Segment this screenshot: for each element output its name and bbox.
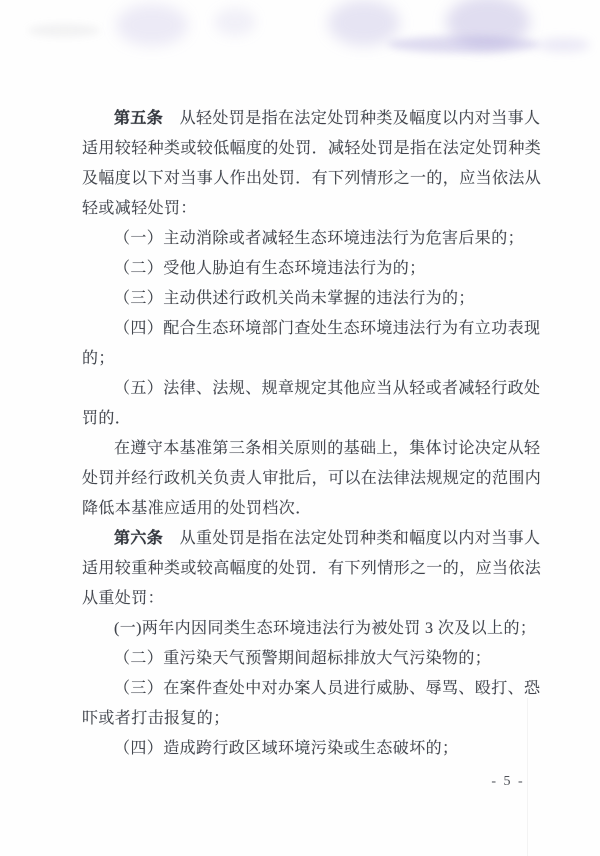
line-text: 从重处罚： [82,590,165,607]
doc-line [82,434,568,464]
doc-line [82,224,568,254]
doc-line [82,704,568,734]
document-body [82,104,568,764]
line-text: (一)两年内因同类生态环境违法行为被处罚 3 次及以上的； [114,620,537,637]
scan-smudge [446,0,530,48]
doc-line [82,674,568,704]
doc-line [82,494,568,524]
doc-line [82,734,568,764]
scan-smudge [388,36,540,53]
doc-line [82,554,568,584]
line-text: （二）受他人胁迫有生态环境违法行为的； [114,260,426,277]
scan-smudge [116,4,188,46]
line-text: 处罚并经行政机关负责人审批后，可以在法律法规规定的范围内 [82,470,542,487]
line-text: （四）造成跨行政区域环境污染或生态破坏的； [114,740,459,757]
doc-line [82,164,568,194]
line-text: 从轻处罚是指在法定处罚种类及幅度以内对当事人 [163,110,541,127]
doc-line [82,644,568,674]
doc-line [82,284,568,314]
line-text: （五）法律、法规、规章规定其他应当从轻或者减轻行政处 [114,380,541,397]
line-text: （四）配合生态环境部门查处生态环境违法行为有立功表现 [114,320,541,337]
article-number: 第六条 [114,530,164,547]
scan-smudge [538,38,590,52]
scan-smudge [214,8,256,36]
doc-line [82,614,568,644]
doc-line [82,104,568,134]
doc-line [82,464,568,494]
scan-smudge [28,24,100,37]
doc-line [82,404,568,434]
doc-line [82,314,568,344]
line-text: 罚的． [82,410,132,427]
page-number: - 5 - [491,774,525,789]
line-text: 适用较重种类或较高幅度的处罚．有下列情形之一的，应当依法 [82,560,542,577]
doc-line [82,374,568,404]
line-text: 适用较轻种类或较低幅度的处罚．减轻处罚是指在法定处罚种类 [82,140,542,157]
doc-line [82,254,568,284]
line-text: （二）重污染天气预警期间超标排放大气污染物的； [114,650,492,667]
line-text: （三）主动供述行政机关尚未掌握的违法行为的； [114,290,475,307]
doc-line [82,194,568,224]
doc-line [82,134,568,164]
doc-line [82,524,568,554]
line-text: 从重处罚是指在法定处罚种类和幅度以内对当事人 [163,530,541,547]
line-text: 的； [82,350,115,367]
line-text: 及幅度以下对当事人作出处罚．有下列情形之一的，应当依法从 [82,170,542,187]
line-text: 在遵守本基准第三条相关原则的基础上，集体讨论决定从轻 [114,440,541,457]
line-text: 轻或减轻处罚： [82,200,197,217]
line-text: 吓或者打击报复的； [82,710,230,727]
doc-line [82,584,568,614]
scan-smudge [328,0,400,46]
doc-line [82,344,568,374]
line-text: 降低本基准应适用的处罚档次． [82,500,312,517]
line-text: （一）主动消除或者减轻生态环境违法行为危害后果的； [114,230,525,247]
article-number: 第五条 [114,110,164,127]
line-text: （三）在案件查处中对办案人员进行威胁、辱骂、殴打、恐 [114,680,541,697]
